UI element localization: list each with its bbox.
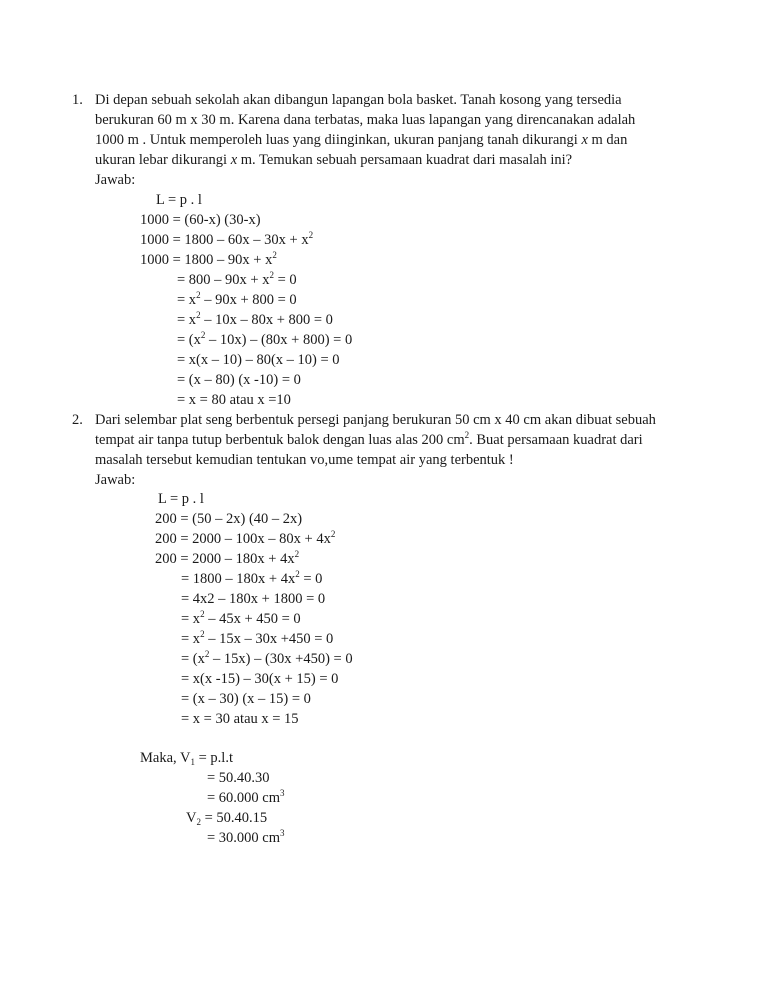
p1-step-2: 1000 = (60-x) (30-x) <box>140 212 261 228</box>
equation-text: 200 = 2000 – 100x – 80x + 4x <box>155 531 331 547</box>
p2-step-5 <box>181 569 322 589</box>
p1-step-11: = x = 80 atau x =10 <box>177 392 291 408</box>
text-segment: m dan <box>587 132 628 148</box>
p1-step-10: = (x – 80) (x -10) = 0 <box>177 372 301 388</box>
p1-step-7 <box>177 310 333 330</box>
equation-text: = x <box>181 631 201 647</box>
exponent: 2 <box>200 609 205 619</box>
p2-step-11: = (x – 30) (x – 15) = 0 <box>181 691 311 707</box>
text-segment: . Buat persamaan kuadrat dari <box>469 432 643 448</box>
p2-step-4 <box>155 549 299 569</box>
equation-text: = p.l.t <box>194 750 233 766</box>
equation-text: = x <box>177 292 197 308</box>
problem-2-text-line-2 <box>95 430 643 450</box>
text-segment: ukuran lebar dikurangi <box>95 152 231 168</box>
exponent: 2 <box>464 430 470 440</box>
p1-step-9: = x(x – 10) – 80(x – 10) = 0 <box>177 352 340 368</box>
problem-1-text-line-2: berukuran 60 m x 30 m. Karena dana terbatas, maka luas lapangan yang direncanakan adalah <box>95 112 636 128</box>
equation-text: = 60.000 cm <box>207 790 281 806</box>
p2-step-7 <box>181 609 301 629</box>
p2-step-8 <box>181 629 333 649</box>
p2-step-6: = 4x2 – 180x + 1800 = 0 <box>181 591 326 607</box>
equation-text: 1000 = 1800 – 90x + x <box>140 252 273 268</box>
exponent: 2 <box>200 629 205 639</box>
equation-text: = 30.000 cm <box>207 830 281 846</box>
text-segment: 1000 m . Untuk memperoleh luas yang diinginkan, ukuran panjang tanah dikurangi <box>95 132 582 148</box>
subscript: 1 <box>190 757 195 767</box>
p2-step-3 <box>155 529 335 549</box>
equation-text: – 90x + 800 = 0 <box>200 292 297 308</box>
exponent: 2 <box>330 529 336 539</box>
problem-2-text-line-3: masalah tersebut kemudian tentukan vo,ume tempat air yang terbentuk ! <box>95 452 514 468</box>
equation-text: – 15x – 30x +450 = 0 <box>204 631 334 647</box>
exponent: 2 <box>308 230 314 240</box>
p1-step-8 <box>177 330 352 350</box>
problem-1-jawab: Jawab: <box>95 172 136 188</box>
p1-step-1: L = p . l <box>156 192 202 208</box>
equation-text: – 10x – 80x + 800 = 0 <box>200 312 333 328</box>
p2-step-2: 200 = (50 – 2x) (40 – 2x) <box>155 511 303 527</box>
problem-1-number: 1. <box>72 92 83 108</box>
equation-text: = 50.40.15 <box>200 810 268 826</box>
problem-2-jawab: Jawab: <box>95 472 136 488</box>
equation-text: = (x <box>181 651 205 667</box>
equation-text: = x <box>177 312 197 328</box>
equation-text: – 45x + 450 = 0 <box>204 611 301 627</box>
exponent: 2 <box>294 549 300 559</box>
p1-step-6 <box>177 290 297 310</box>
variable-x: x <box>581 132 588 148</box>
equation-text: – 15x) – (30x +450) = 0 <box>209 651 353 667</box>
p1-step-3 <box>140 230 313 250</box>
text-segment: m. Temukan sebuah persamaan kuadrat dari masalah ini? <box>237 152 573 168</box>
equation-text: = 1800 – 180x + 4x <box>181 571 296 587</box>
equation-text: Maka, V <box>140 750 191 766</box>
p2-step-10: = x(x -15) – 30(x + 15) = 0 <box>181 671 339 687</box>
variable-x: x <box>230 152 238 168</box>
equation-text: 1000 = 1800 – 60x – 30x + x <box>140 232 309 248</box>
equation-text: = (x <box>177 332 201 348</box>
subscript: 2 <box>196 817 201 827</box>
p1-step-4 <box>140 250 277 270</box>
equation-text: V <box>186 810 197 826</box>
volume-v2-formula <box>186 808 267 828</box>
p1-step-5 <box>177 270 297 290</box>
p2-step-1: L = p . l <box>158 491 204 507</box>
exponent: 2 <box>295 569 300 579</box>
volume-v1-calc: = 50.40.30 <box>207 770 270 786</box>
exponent: 2 <box>200 330 206 340</box>
text-segment: tempat air tanpa tutup berbentuk balok dengan luas alas 200 cm <box>95 432 465 448</box>
problem-1-text-line-3 <box>95 130 627 150</box>
volume-v1-formula <box>140 748 233 768</box>
problem-2-text-line-1: Dari selembar plat seng berbentuk persegi panjang berukuran 50 cm x 40 cm akan dibuat sebuah <box>95 412 656 428</box>
problem-2-number: 2. <box>72 412 83 428</box>
p2-step-12: = x = 30 atau x = 15 <box>181 711 299 727</box>
volume-v2-result <box>207 828 285 848</box>
equation-text: – 10x) – (80x + 800) = 0 <box>205 332 353 348</box>
exponent: 3 <box>280 788 285 798</box>
equation-text: = 0 <box>299 571 323 587</box>
exponent: 3 <box>280 828 285 838</box>
equation-text: = 800 – 90x + x <box>177 272 270 288</box>
exponent: 2 <box>196 310 201 320</box>
exponent: 2 <box>269 270 274 280</box>
equation-text: = 0 <box>273 272 297 288</box>
p2-step-9 <box>181 649 353 669</box>
exponent: 2 <box>204 649 210 659</box>
exponent: 2 <box>196 290 201 300</box>
problem-1-text-line-1: Di depan sebuah sekolah akan dibangun lapangan bola basket. Tanah kosong yang tersedia <box>95 92 622 108</box>
equation-text: = x <box>181 611 201 627</box>
problem-1-text-line-4 <box>95 150 572 170</box>
equation-text: 200 = 2000 – 180x + 4x <box>155 551 295 567</box>
exponent: 2 <box>272 250 277 260</box>
volume-v1-result <box>207 788 285 808</box>
